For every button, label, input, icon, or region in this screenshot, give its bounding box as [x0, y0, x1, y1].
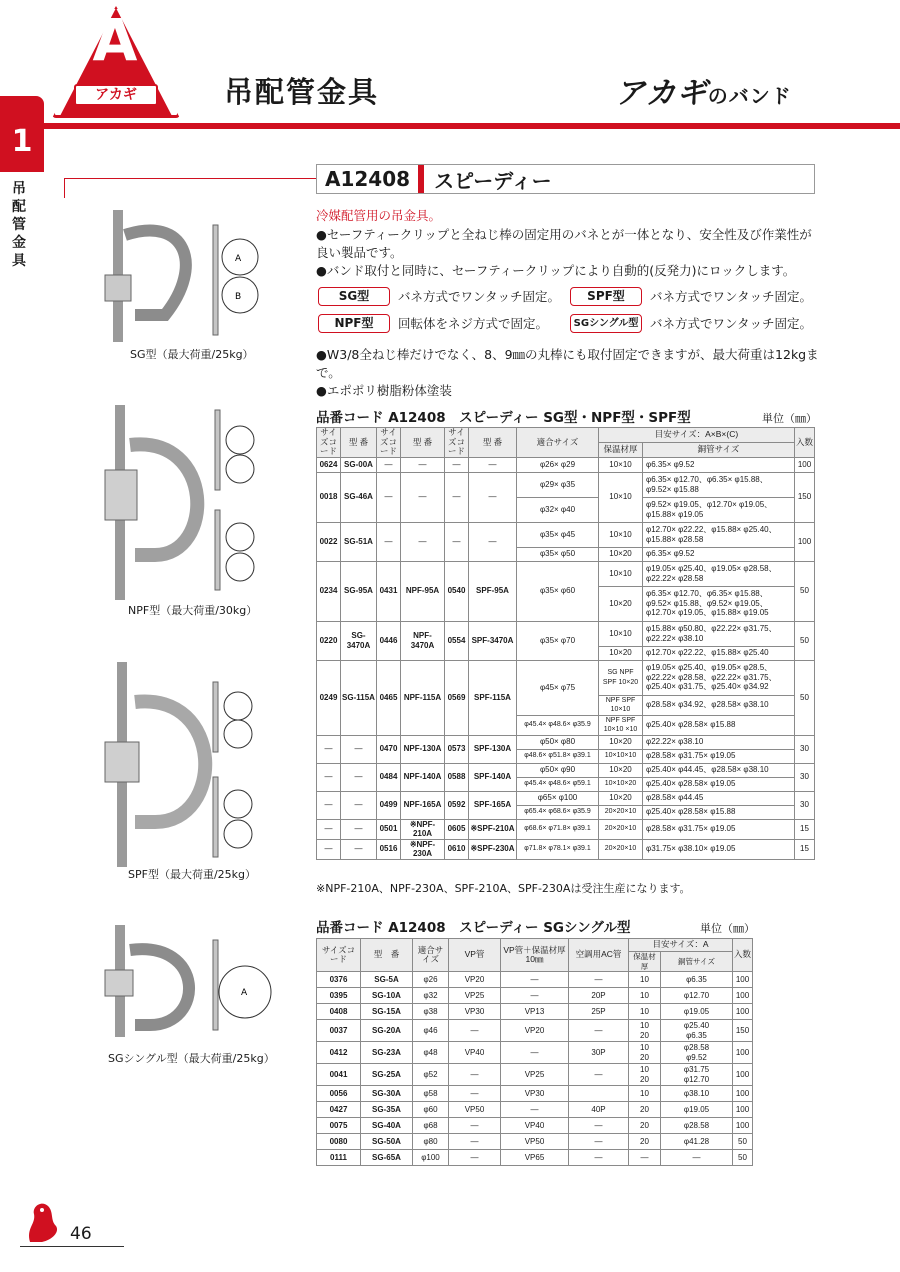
table-cell: φ32: [413, 988, 449, 1004]
product-name: スピーディー: [434, 168, 552, 193]
type-desc-sg-single: バネ方式でワンタッチ固定。: [650, 316, 813, 331]
table-cell: SG-30A: [361, 1086, 413, 1102]
spf-caption: SPF型（最大荷重/25kg）: [128, 868, 256, 881]
th-model: 型 番: [341, 428, 377, 458]
clip: [105, 742, 139, 782]
th-pipe-size: 銅管サイズ: [643, 442, 795, 457]
wall: [213, 225, 218, 335]
band: [135, 701, 205, 822]
table-cell: SG-10A: [361, 988, 413, 1004]
table-cell: 20: [629, 1118, 661, 1134]
table-cell: SG-50A: [361, 1134, 413, 1150]
th-pipe-size: 銅管サイズ: [661, 952, 733, 972]
sg-caption: SG型（最大荷重/25kg）: [130, 348, 254, 361]
table-cell: VP40: [501, 1118, 569, 1134]
table-cell: φ38: [413, 1004, 449, 1020]
made-to-order-note: ※NPF-210A、NPF-230A、SPF-210A、SPF-230Aは受注生産になります。: [316, 882, 691, 895]
table-row: [317, 988, 753, 1004]
table-cell: 0395: [317, 988, 361, 1004]
table-cell: φ26: [413, 972, 449, 988]
band: [130, 949, 189, 1025]
table-cell: —: [501, 1042, 569, 1064]
table-cell: —: [449, 1086, 501, 1102]
table-cell: VP30: [449, 1004, 501, 1020]
type-desc-sg: バネ方式でワンタッチ固定。: [398, 289, 561, 304]
page-title: 吊配管金具: [224, 75, 380, 109]
table-cell: φ6.35: [661, 972, 733, 988]
table-cell: 20: [629, 1134, 661, 1150]
pipe-b: [224, 820, 252, 848]
band: [125, 230, 186, 315]
table-cell: —: [449, 1020, 501, 1042]
table-cell: 50: [733, 1134, 753, 1150]
table-cell: 10: [629, 988, 661, 1004]
table2-title: 品番コード A12408 スピーディー SGシングル型: [316, 920, 631, 936]
table-row: [317, 972, 753, 988]
pipe-a: [224, 692, 252, 720]
table-cell: φ60: [413, 1102, 449, 1118]
pipe-b: [224, 720, 252, 748]
th-qty: 入数: [795, 428, 815, 458]
table-cell: 100: [733, 1086, 753, 1102]
table-cell: SG-23A: [361, 1042, 413, 1064]
table-cell: —: [569, 972, 629, 988]
th-size-code: サイズコード: [445, 428, 469, 458]
table2-unit: 単位（㎜）: [700, 922, 755, 935]
pipe-a: [226, 426, 254, 454]
feature-bullet: ●W3/8全ねじ棒だけでなく、8、9㎜の丸棒にも取付固定できますが、最大荷重は12kgまで。: [316, 347, 819, 380]
product-banner: [316, 164, 815, 194]
table-cell: 0041: [317, 1064, 361, 1086]
feature-bullet: ●セーフティークリップと全ねじ棒の固定用のバネとが一体となり、安全性及び作業性が良い製品です。: [316, 227, 812, 260]
pipe-b: [226, 553, 254, 581]
table-row: [317, 1064, 753, 1086]
th-guide-size: 目安サイズ：A×B×(C): [599, 428, 795, 443]
table-cell: SG-35A: [361, 1102, 413, 1118]
clip: [105, 970, 133, 996]
table-cell: —: [569, 1064, 629, 1086]
table-cell: 100: [733, 988, 753, 1004]
header-rule: [0, 123, 900, 129]
table-cell: φ41.28: [661, 1134, 733, 1150]
table-cell: 100: [733, 1042, 753, 1064]
table-cell: VP50: [501, 1134, 569, 1150]
table-cell: φ12.70: [661, 988, 733, 1004]
table-cell: 100: [733, 1118, 753, 1134]
table-cell: 100: [733, 1064, 753, 1086]
th-qty: 入数: [733, 939, 753, 972]
table-cell: 100: [733, 972, 753, 988]
pipe-a: [226, 523, 254, 551]
table-cell: φ46: [413, 1020, 449, 1042]
type-tag-spf: SPF型: [570, 287, 642, 306]
product-intro: 冷媒配管用の吊金具。: [316, 208, 442, 223]
table-cell: 25P: [569, 1004, 629, 1020]
th-vp-insulated: VP管＋保温材厚10㎜: [501, 939, 569, 972]
table-cell: VP20: [501, 1020, 569, 1042]
th-model: 型 番: [401, 428, 445, 458]
table-cell: φ80: [413, 1134, 449, 1150]
product-code: A12408: [317, 165, 424, 193]
table-cell: —: [449, 1134, 501, 1150]
table-cell: VP25: [449, 988, 501, 1004]
type-tag-sg: SG型: [318, 287, 390, 306]
table-row: [317, 1086, 753, 1102]
th-size-code: サイズコード: [317, 939, 361, 972]
brand-logo: [615, 68, 792, 112]
table-cell: SG-20A: [361, 1020, 413, 1042]
single-caption: SGシングル型（最大荷重/25kg）: [108, 1052, 275, 1065]
table-cell: VP13: [501, 1004, 569, 1020]
table-cell: 10 20: [629, 1064, 661, 1086]
table-cell: 0080: [317, 1134, 361, 1150]
chapter-number: 1: [11, 124, 33, 159]
table-cell: SG-40A: [361, 1118, 413, 1134]
th-model: 型 番: [469, 428, 517, 458]
spf-type-illustration: [95, 662, 290, 867]
table-cell: φ19.05: [661, 1102, 733, 1118]
sg-single-illustration: [95, 925, 285, 1040]
table-cell: φ100: [413, 1150, 449, 1166]
th-vp-pipe: VP管: [449, 939, 501, 972]
logo-letter: A: [92, 6, 138, 74]
pipe-b: [226, 455, 254, 483]
table-cell: φ28.58: [661, 1118, 733, 1134]
table-cell: VP50: [449, 1102, 501, 1118]
brand-sub: のバンド: [707, 84, 792, 108]
table-cell: SG-5A: [361, 972, 413, 988]
table-cell: 10 20: [629, 1042, 661, 1064]
table1-title: 品番コード A12408 スピーディー SG型・NPF型・SPF型: [316, 410, 691, 426]
table-cell: φ38.10: [661, 1086, 733, 1102]
chapter-label: 吊配管金具: [12, 181, 26, 269]
table-cell: —: [449, 1064, 501, 1086]
band: [130, 444, 197, 555]
table-cell: 30P: [569, 1042, 629, 1064]
label-b: B: [235, 292, 242, 302]
clip: [105, 470, 137, 520]
table-cell: 20P: [569, 988, 629, 1004]
th-model: 型 番: [361, 939, 413, 972]
feature-bullet: ●バンド取付と同時に、セーフティークリップにより自動的(反発力)にロックします。: [316, 263, 796, 278]
table-cell: φ68: [413, 1118, 449, 1134]
type-desc-spf: バネ方式でワンタッチ固定。: [650, 289, 813, 304]
wall: [213, 777, 218, 857]
th-size-code: サイズコード: [317, 428, 341, 458]
page-number: 46: [70, 1224, 92, 1244]
table-cell: 0408: [317, 1004, 361, 1020]
table-cell: —: [449, 1118, 501, 1134]
table-cell: [569, 1086, 629, 1102]
th-fit-size: 適合サイズ: [413, 939, 449, 972]
table-row: [317, 1004, 753, 1020]
th-guide-size: 目安サイズ：A: [629, 939, 733, 952]
table-cell: φ58: [413, 1086, 449, 1102]
table-cell: 10: [629, 972, 661, 988]
table-cell: —: [661, 1150, 733, 1166]
table-row: [317, 1118, 753, 1134]
table-cell: 0075: [317, 1118, 361, 1134]
table-cell: 0056: [317, 1086, 361, 1102]
brand-main: アカギ: [615, 76, 708, 111]
frame-line: [64, 178, 316, 179]
table-row: [317, 1020, 753, 1042]
table-cell: 100: [733, 1102, 753, 1118]
table-cell: SG-65A: [361, 1150, 413, 1166]
table-cell: φ31.75 φ12.70: [661, 1064, 733, 1086]
table-cell: 10: [629, 1004, 661, 1020]
table-cell: 20: [629, 1102, 661, 1118]
table-cell: φ19.05: [661, 1004, 733, 1020]
table-cell: 0427: [317, 1102, 361, 1118]
clip: [105, 275, 131, 301]
table-cell: VP40: [449, 1042, 501, 1064]
th-fit-size: 適合サイズ: [517, 428, 599, 458]
table-cell: —: [569, 1020, 629, 1042]
table-cell: —: [629, 1150, 661, 1166]
table-cell: 0111: [317, 1150, 361, 1166]
npf-type-illustration: [95, 405, 290, 600]
table-cell: —: [501, 988, 569, 1004]
spec-table-single: [316, 938, 753, 1166]
table-row: [317, 1102, 753, 1118]
table-row: [317, 1150, 753, 1166]
table-cell: 150: [733, 1020, 753, 1042]
table-cell: —: [569, 1134, 629, 1150]
mascot-icon: [22, 1198, 62, 1246]
table-cell: —: [569, 1118, 629, 1134]
table-cell: SG-15A: [361, 1004, 413, 1020]
table-cell: VP20: [449, 972, 501, 988]
table-cell: —: [501, 972, 569, 988]
spec-table-main: サイズコード 型 番 サイズコード 型 番 サイズコード 型 番 適合サイズ 目安サイズ：A×B×(C) 入数 保温材厚 銅管サイズ 0624 SG-00A — — — — φ26× φ29 10×10 φ6.35× φ9.52 100 0018 SG-46A — — — — φ29× φ35 10×10 φ6.35× φ12.70、φ6.35× φ15.88、 φ9.52× φ15.88 150 φ32× φ40 φ9.52× φ19.05、φ12.70× φ19.05、 φ15.88× φ19.05 0022 SG-51A — — — — φ35× φ45 10×10 φ12.70× φ22.22、φ15.88× φ25.40、 φ15.88× φ28.58 100 φ35× φ50 10×20 φ6.35× φ9.52 0234 SG-95A 0431 NPF-95A 0540 SPF-95A φ35× φ60 10×10 φ19.05× φ25.40、φ19.05× φ28.58、 φ22.22× φ28.58 50 10×20 φ6.35× φ12.70、φ6.35× φ15.88、 φ9.52× φ15.88、φ9.52× φ19.05、 φ12.70× φ19.05、φ15.88× φ19.05 0220 SG-3470A 0446 NPF-3470A 0554 SPF-3470A φ35× φ70 10×10 φ15.88× φ50.80、φ22.22× φ31.75、 φ22.22× φ38.10 50 10×20 φ12.70× φ22.22、φ15.88× φ25.40 0249 SG-115A 0465 NPF-115A 0569 SPF-115A φ45× φ75 SG NPF SPF 10×20 φ19.05× φ25.40、φ19.05× φ28.5、 φ22.22× φ28.58、φ22.22× φ31.75、 φ25.40× φ31.75、φ25.40× φ34.92 50 NPF SPF 10×10 φ28.58× φ34.92、φ28.58× φ38.10 φ45.4× φ48.6× φ35.9 NPF SPF 10×10 ×10 φ25.40× φ28.58× φ15.88 — — 0470 NPF-130A 0573 SPF-130A φ50× φ80 10×20 φ22.22× φ38.10 30 φ48.6× φ51.8× φ39.1 10×10×10 φ28.58× φ31.75× φ19.05 — — 0484 NPF-140A 0588 SPF-140A φ50× φ90 10×20 φ25.40× φ44.45、φ28.58× φ38.10 30 φ45.4× φ48.6× φ59.1 10×10×20 φ25.40× φ28.58× φ19.05 — — 0499 NPF-165A 0592 SPF-165A φ65× φ100 10×20 φ28.58× φ44.45 30 φ65.4× φ68.6× φ35.9 20×20×10 φ25.40× φ28.58× φ15.88 — — 0501 ※NPF-210A 0605 ※SPF-210A φ68.6× φ71.8× φ39.1 20×20×10 φ28.58× φ31.75× φ19.05 15 — — 0516 ※NPF-230A 0610 ※SPF-230A φ71.8× φ78.1× φ39.1 20×20×10 φ31.75× φ38.10× φ19.05 15: [316, 427, 815, 860]
table-cell: φ25.40 φ6.35: [661, 1020, 733, 1042]
wall: [213, 940, 218, 1030]
table1-unit: 単位（㎜）: [762, 412, 817, 425]
type-tag-sg-single: SGシングル型: [570, 314, 642, 333]
table-cell: —: [569, 1150, 629, 1166]
sg-type-illustration: [95, 205, 285, 345]
logo-text: アカギ: [74, 84, 158, 106]
th-insulation: 保温材厚: [599, 442, 643, 457]
wall: [215, 510, 220, 590]
npf-caption: NPF型（最大荷重/30kg）: [128, 604, 258, 617]
table-cell: 10: [629, 1086, 661, 1102]
footer-rule: [20, 1246, 124, 1247]
table-cell: VP65: [501, 1150, 569, 1166]
frame-line-vertical: [64, 178, 65, 198]
table-row: [317, 1042, 753, 1064]
table-cell: VP25: [501, 1064, 569, 1086]
table-cell: 0037: [317, 1020, 361, 1042]
type-desc-npf: 回転体をネジ方式で固定。: [398, 316, 549, 331]
type-tag-npf: NPF型: [318, 314, 390, 333]
wall: [215, 410, 220, 490]
label-a: A: [235, 254, 242, 264]
feature-bullet: ●エポポリ樹脂粉体塗装: [316, 383, 452, 398]
table-row: [317, 1134, 753, 1150]
label-a: A: [241, 988, 248, 998]
wall: [213, 682, 218, 752]
pipe-a: [224, 790, 252, 818]
table-cell: SG-25A: [361, 1064, 413, 1086]
th-ac-pipe: 空調用AC管: [569, 939, 629, 972]
table-cell: 0376: [317, 972, 361, 988]
th-size-code: サイズコード: [377, 428, 401, 458]
table-cell: —: [501, 1102, 569, 1118]
table-cell: 50: [733, 1150, 753, 1166]
table-cell: 10 20: [629, 1020, 661, 1042]
table-cell: φ28.58 φ9.52: [661, 1042, 733, 1064]
table-cell: 100: [733, 1004, 753, 1020]
table-cell: φ48: [413, 1042, 449, 1064]
table-cell: —: [449, 1150, 501, 1166]
table-cell: φ52: [413, 1064, 449, 1086]
table-cell: VP30: [501, 1086, 569, 1102]
th-insulation: 保温材厚: [629, 952, 661, 972]
table-cell: 40P: [569, 1102, 629, 1118]
table-cell: 0412: [317, 1042, 361, 1064]
